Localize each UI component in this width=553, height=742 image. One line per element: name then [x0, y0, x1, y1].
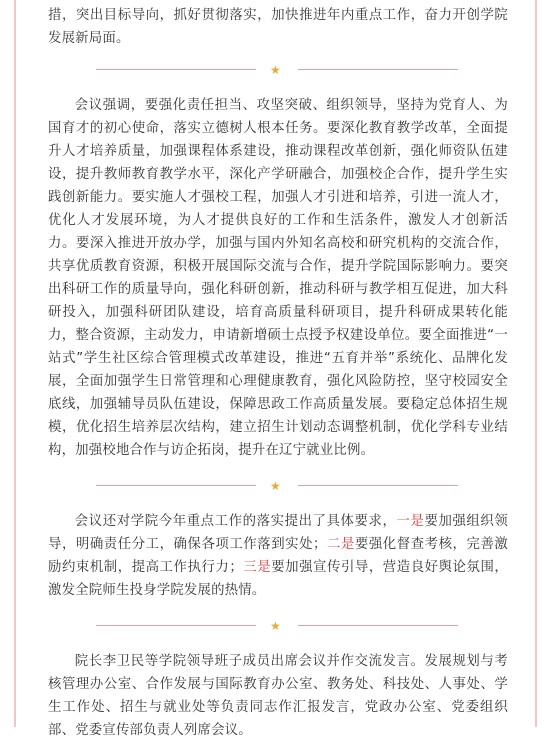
section-divider	[48, 60, 508, 80]
item-marker-one: 一是	[396, 514, 425, 529]
paragraph-key-requirements	[48, 510, 508, 602]
divider-line-left	[96, 69, 256, 70]
article-body	[48, 0, 508, 742]
divider-line-right	[298, 625, 458, 626]
item-marker-two: 二是	[326, 537, 355, 552]
section-divider	[48, 476, 508, 496]
requirement-three: 要加强宣传引导，营造良好舆论氛围，激发全院师生投身学院发展的热情。	[48, 560, 508, 598]
paragraph-meeting-emphasis: 会议强调，要强化责任担当、攻坚突破、组织领导，坚持为党育人、为国育才的初心使命，落实立德树人根本任务。要深化教育教学改革，全面提升人才培养质量，加强课程体系建设，推动课程改革创新，强化师资队伍建设，提升教师教育教学水平，深化产学研融合，加强校企合作，提升学生实践创新能力。要实施人才强校工程，加强人才引进和培养，引进一流人才，优化人才发展环境，为人才提供良好的工作和生活条件，激发人才创新活力。要深入推进开放办学，加强与国内外知名高校和研究机构的交流合作，共享优质教育资源，积极开展国际交流与合作，提升学院国际影响力。要突出科研工作的质量导向，强化科研创新，推动科研与教学相互促进，加大科研投入，加强科研团队建设，培育高质量科研项目，提升科研成果转化能力，整合资源，主动发力，申请新增硕士点授予权建设单位。要全面推进“一站式”学生社区综合管理模式改革建设，推进“五育并举”系统化、品牌化发展，全面加强学生日常管理和心理健康教育，强化风险防控，坚守校园安全底线，加强辅导员队伍建设，保障思政工作高质量发展。要稳定总体招生规模，优化招生培养层次结构，建立招生计划动态调整机制，优化学科专业结构，加强校地合作与访企拓岗，提升在辽宁就业比例。	[48, 98, 508, 458]
star-icon: ★	[270, 479, 281, 493]
requirement-two: 要强化督查考核，完善激励约束机制，提高工作执行力；	[48, 537, 508, 575]
star-icon: ★	[270, 63, 281, 77]
paragraph-attendees: 院长李卫民等学院领导班子成员出席会议并作交流发言。发展规划与考核管理办公室、合作发展与国际教育办公室、教务处、科技处、人事处、学生工作处、招生与就业处等负责同志作汇报发言，党政办公室、党委组织部、党委宣传部负责人列席会议。	[48, 654, 508, 738]
section-divider	[48, 616, 508, 636]
divider-line-right	[298, 69, 458, 70]
paragraph-intro-tail: 措，突出目标导向，抓好贯彻落实，加快推进年内重点工作，奋力开创学院发展新局面。	[48, 8, 508, 46]
star-icon: ★	[270, 619, 281, 633]
item-marker-three: 三是	[242, 560, 272, 575]
divider-line-left	[96, 625, 256, 626]
requirement-one: 要加强组织领导，明确责任分工，确保各项工作落到实处；	[48, 514, 508, 552]
divider-line-left	[96, 485, 256, 486]
requirements-lead: 会议还对学院今年重点工作的落实提出了具体要求，	[74, 514, 397, 529]
divider-line-right	[298, 485, 458, 486]
